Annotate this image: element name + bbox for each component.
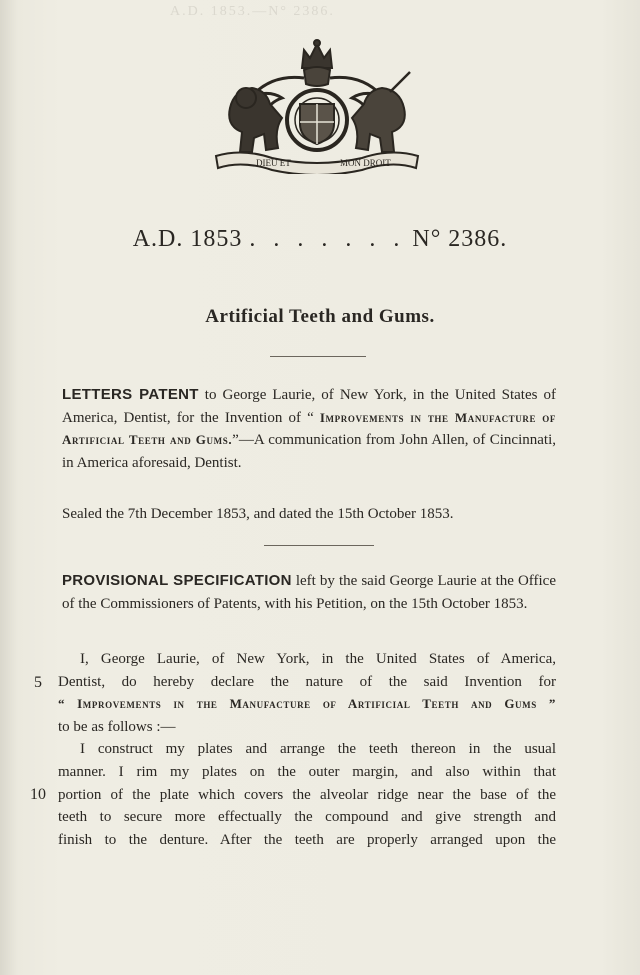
body-line: I construct my plates and arrange the teeth thereon in the usual (80, 741, 556, 758)
letters-patent-paragraph: LETTERS PATENT to George Laurie, of New York, in the United States of America, Dentist, for the Invention of “ Improvements in the Manufacture of Artificial Teeth and Gums.”—A communication from John Allen, of Cincinnati, in America aforesaid, Dentist. (62, 386, 557, 471)
bleed-through-text: A.D. 1853.—N° 2386. (170, 4, 335, 19)
patent-number: N° 2386. (412, 226, 508, 252)
body-line: portion of the plate which covers the alveolar ridge near the base of the (58, 786, 556, 803)
svg-text:MON DROIT: MON DROIT (340, 158, 391, 168)
sealed-line: Sealed the 7th December 1853, and dated the 15th October 1853. (62, 506, 454, 522)
patent-year: A.D. 1853 (132, 226, 243, 252)
provisional-specification-paragraph: PROVISIONAL SPECIFICATION left by the said George Laurie at the Office of the Commissioners of Patents, with his Petition, on the 15th October 1853. (62, 572, 556, 612)
letters-patent-heading: LETTERS PATENT (62, 386, 199, 403)
line-number-10: 10 (30, 786, 46, 803)
provisional-specification-heading: PROVISIONAL SPECIFICATION (62, 572, 292, 589)
section-divider (264, 545, 374, 546)
royal-coat-of-arms-icon (212, 38, 422, 174)
patent-header (0, 226, 640, 253)
body-line: finish to the denture. After the teeth are properly arranged upon the (58, 831, 556, 848)
body-line: teeth to secure more effectually the compound and give strength and (58, 809, 556, 826)
title-divider (270, 356, 366, 357)
body-line: manner. I rim my plates on the outer margin, and also within that (58, 763, 556, 780)
specification-body (58, 648, 556, 851)
svg-text:DIEU ET: DIEU ET (256, 158, 291, 168)
invention-title: Improvements in the Manufacture of Artificial Teeth and Gums. (62, 409, 557, 447)
line-number-5: 5 (34, 674, 42, 691)
body-line: to be as follows :— (58, 718, 176, 735)
body-line: Dentist, do hereby declare the nature of the said Invention for (58, 673, 556, 690)
body-line-invention: “ Improvements in the Manufacture of Artificial Teeth and Gums ” (58, 696, 556, 712)
leader-dots: . . . . . . . (249, 226, 406, 252)
document-title: Artificial Teeth and Gums. (205, 306, 435, 327)
body-line: I, George Laurie, of New York, in the United States of America, (80, 651, 556, 667)
